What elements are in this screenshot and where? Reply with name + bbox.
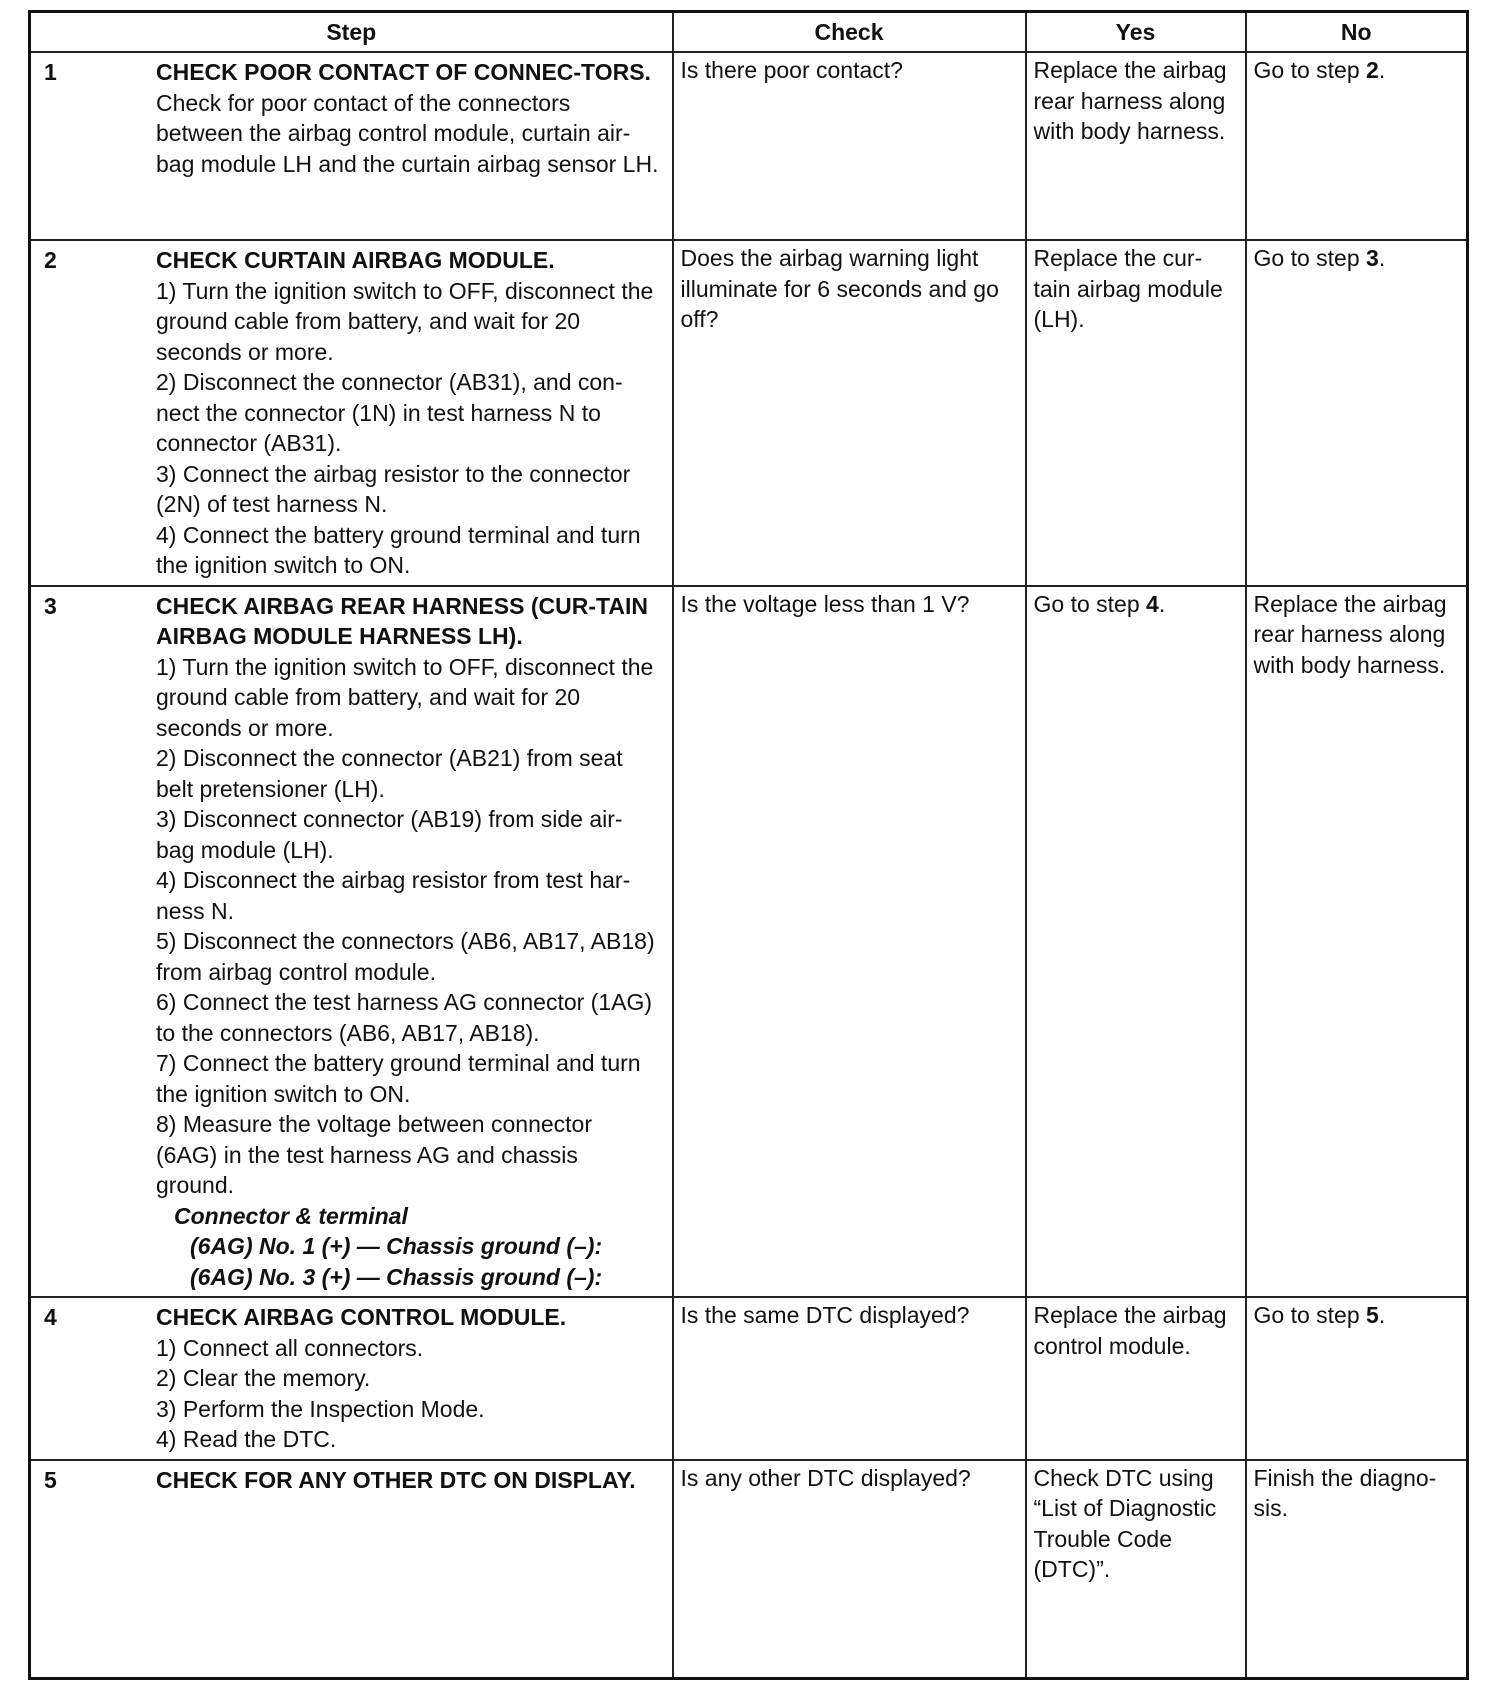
table-row [30, 586, 1468, 1298]
table-header-row [30, 12, 1468, 53]
check-cell: Is there poor contact? [673, 52, 1026, 240]
step-cell [30, 1297, 673, 1460]
spec-line: (6AG) No. 3 (+) — Chassis ground (–): [190, 1263, 603, 1290]
step-number: 2 [44, 247, 57, 273]
step-instruction: 3) Connect the airbag resistor to the connector (2N) of test harness N. [156, 460, 631, 517]
no-cell [1246, 1297, 1468, 1460]
yes-cell: Check DTC using “List of Diagnostic Trouble Code (DTC)”. [1026, 1460, 1246, 1679]
step-number: 4 [44, 1304, 57, 1330]
check-cell: Is the voltage less than 1 V? [673, 586, 1026, 1298]
step-title: CHECK POOR CONTACT OF CONNEC-TORS. [156, 59, 651, 85]
yes-cell: Replace the cur-tain airbag module (LH). [1026, 240, 1246, 586]
diagnostic-table [28, 10, 1469, 1680]
step-instruction: 4) Connect the battery ground terminal and turn the ignition switch to ON. [156, 521, 641, 578]
step-instruction: Check for poor contact of the connectors between the airbag control module, curtain air-bag module LH and the curtain airbag sensor LH. [156, 89, 659, 177]
table-row [30, 1297, 1468, 1460]
step-reference: 2 [1366, 57, 1379, 83]
header-step: Step [30, 12, 673, 53]
step-cell [30, 586, 673, 1298]
step-instruction: 6) Connect the test harness AG connector (1AG) to the connectors (AB6, AB17, AB18). [156, 989, 653, 1046]
step-instruction: 7) Connect the battery ground terminal and turn the ignition switch to ON. [156, 1050, 641, 1107]
step-cell [30, 52, 673, 240]
header-yes: Yes [1026, 12, 1246, 53]
step-instruction: 4) Disconnect the airbag resistor from test har-ness N. [156, 867, 631, 924]
yes-cell: Replace the airbag control module. [1026, 1297, 1246, 1460]
table-row [30, 1460, 1468, 1679]
yes-cell [1026, 586, 1246, 1298]
no-suffix: . [1378, 245, 1386, 271]
no-suffix: . [1378, 1302, 1386, 1328]
step-title: CHECK FOR ANY OTHER DTC ON DISPLAY. [156, 1466, 636, 1493]
step-number: 1 [44, 59, 57, 85]
step-instruction: 3) Disconnect connector (AB19) from side air-bag module (LH). [156, 806, 623, 863]
check-cell: Is any other DTC displayed? [673, 1460, 1026, 1679]
step-title: CHECK AIRBAG CONTROL MODULE. [156, 1304, 567, 1330]
table-row [30, 240, 1468, 586]
spec-heading: Connector & terminal [174, 1202, 408, 1229]
step-number: 5 [44, 1466, 57, 1493]
step-instruction: 2) Disconnect the connector (AB31), and con-nect the connector (1N) in test harness N to connector (AB31). [156, 369, 623, 456]
no-text: Go to step [1253, 57, 1367, 83]
no-suffix: . [1378, 57, 1386, 83]
step-number: 3 [44, 592, 57, 619]
step-instruction: 2) Disconnect the connector (AB21) from seat belt pretensioner (LH). [156, 745, 623, 802]
header-no: No [1246, 12, 1468, 53]
no-cell [1246, 240, 1468, 586]
no-cell [1246, 52, 1468, 240]
step-instruction: 2) Clear the memory. [156, 1365, 371, 1391]
step-instruction: 3) Perform the Inspection Mode. [156, 1395, 485, 1422]
step-cell [30, 1460, 673, 1679]
step-instruction: 1) Turn the ignition switch to OFF, disconnect the ground cable from battery, and wait for 20 seconds or more. [156, 653, 654, 741]
step-title: CHECK AIRBAG REAR HARNESS (CUR-TAIN AIRBAG MODULE HARNESS LH). [156, 592, 648, 649]
check-cell: Does the airbag warning light illuminate for 6 seconds and go off? [673, 240, 1026, 586]
step-instruction: 1) Turn the ignition switch to OFF, disconnect the ground cable from battery, and wait for 20 seconds or more. [156, 277, 654, 365]
yes-text: Go to step [1033, 590, 1147, 617]
step-title: CHECK CURTAIN AIRBAG MODULE. [156, 247, 555, 273]
no-text: Go to step [1253, 245, 1367, 271]
spec-line: (6AG) No. 1 (+) — Chassis ground (–): [190, 1233, 603, 1259]
step-instruction: 1) Connect all connectors. [156, 1334, 424, 1361]
header-check: Check [673, 12, 1026, 53]
step-instruction: 8) Measure the voltage between connector (6AG) in the test harness AG and chassis ground. [156, 1111, 592, 1198]
no-cell: Replace the airbag rear harness along with body harness. [1246, 586, 1468, 1298]
no-text: Go to step [1253, 1302, 1367, 1328]
yes-cell: Replace the airbag rear harness along with body harness. [1026, 52, 1246, 240]
step-reference: 4 [1146, 590, 1159, 617]
check-cell: Is the same DTC displayed? [673, 1297, 1026, 1460]
step-instruction: 4) Read the DTC. [156, 1426, 337, 1452]
step-cell [30, 240, 673, 586]
step-reference: 5 [1366, 1302, 1379, 1328]
step-instruction: 5) Disconnect the connectors (AB6, AB17, AB18) from airbag control module. [156, 928, 655, 985]
no-cell: Finish the diagno-sis. [1246, 1460, 1468, 1679]
step-reference: 3 [1366, 245, 1379, 271]
yes-suffix: . [1158, 590, 1166, 617]
table-row [30, 52, 1468, 240]
